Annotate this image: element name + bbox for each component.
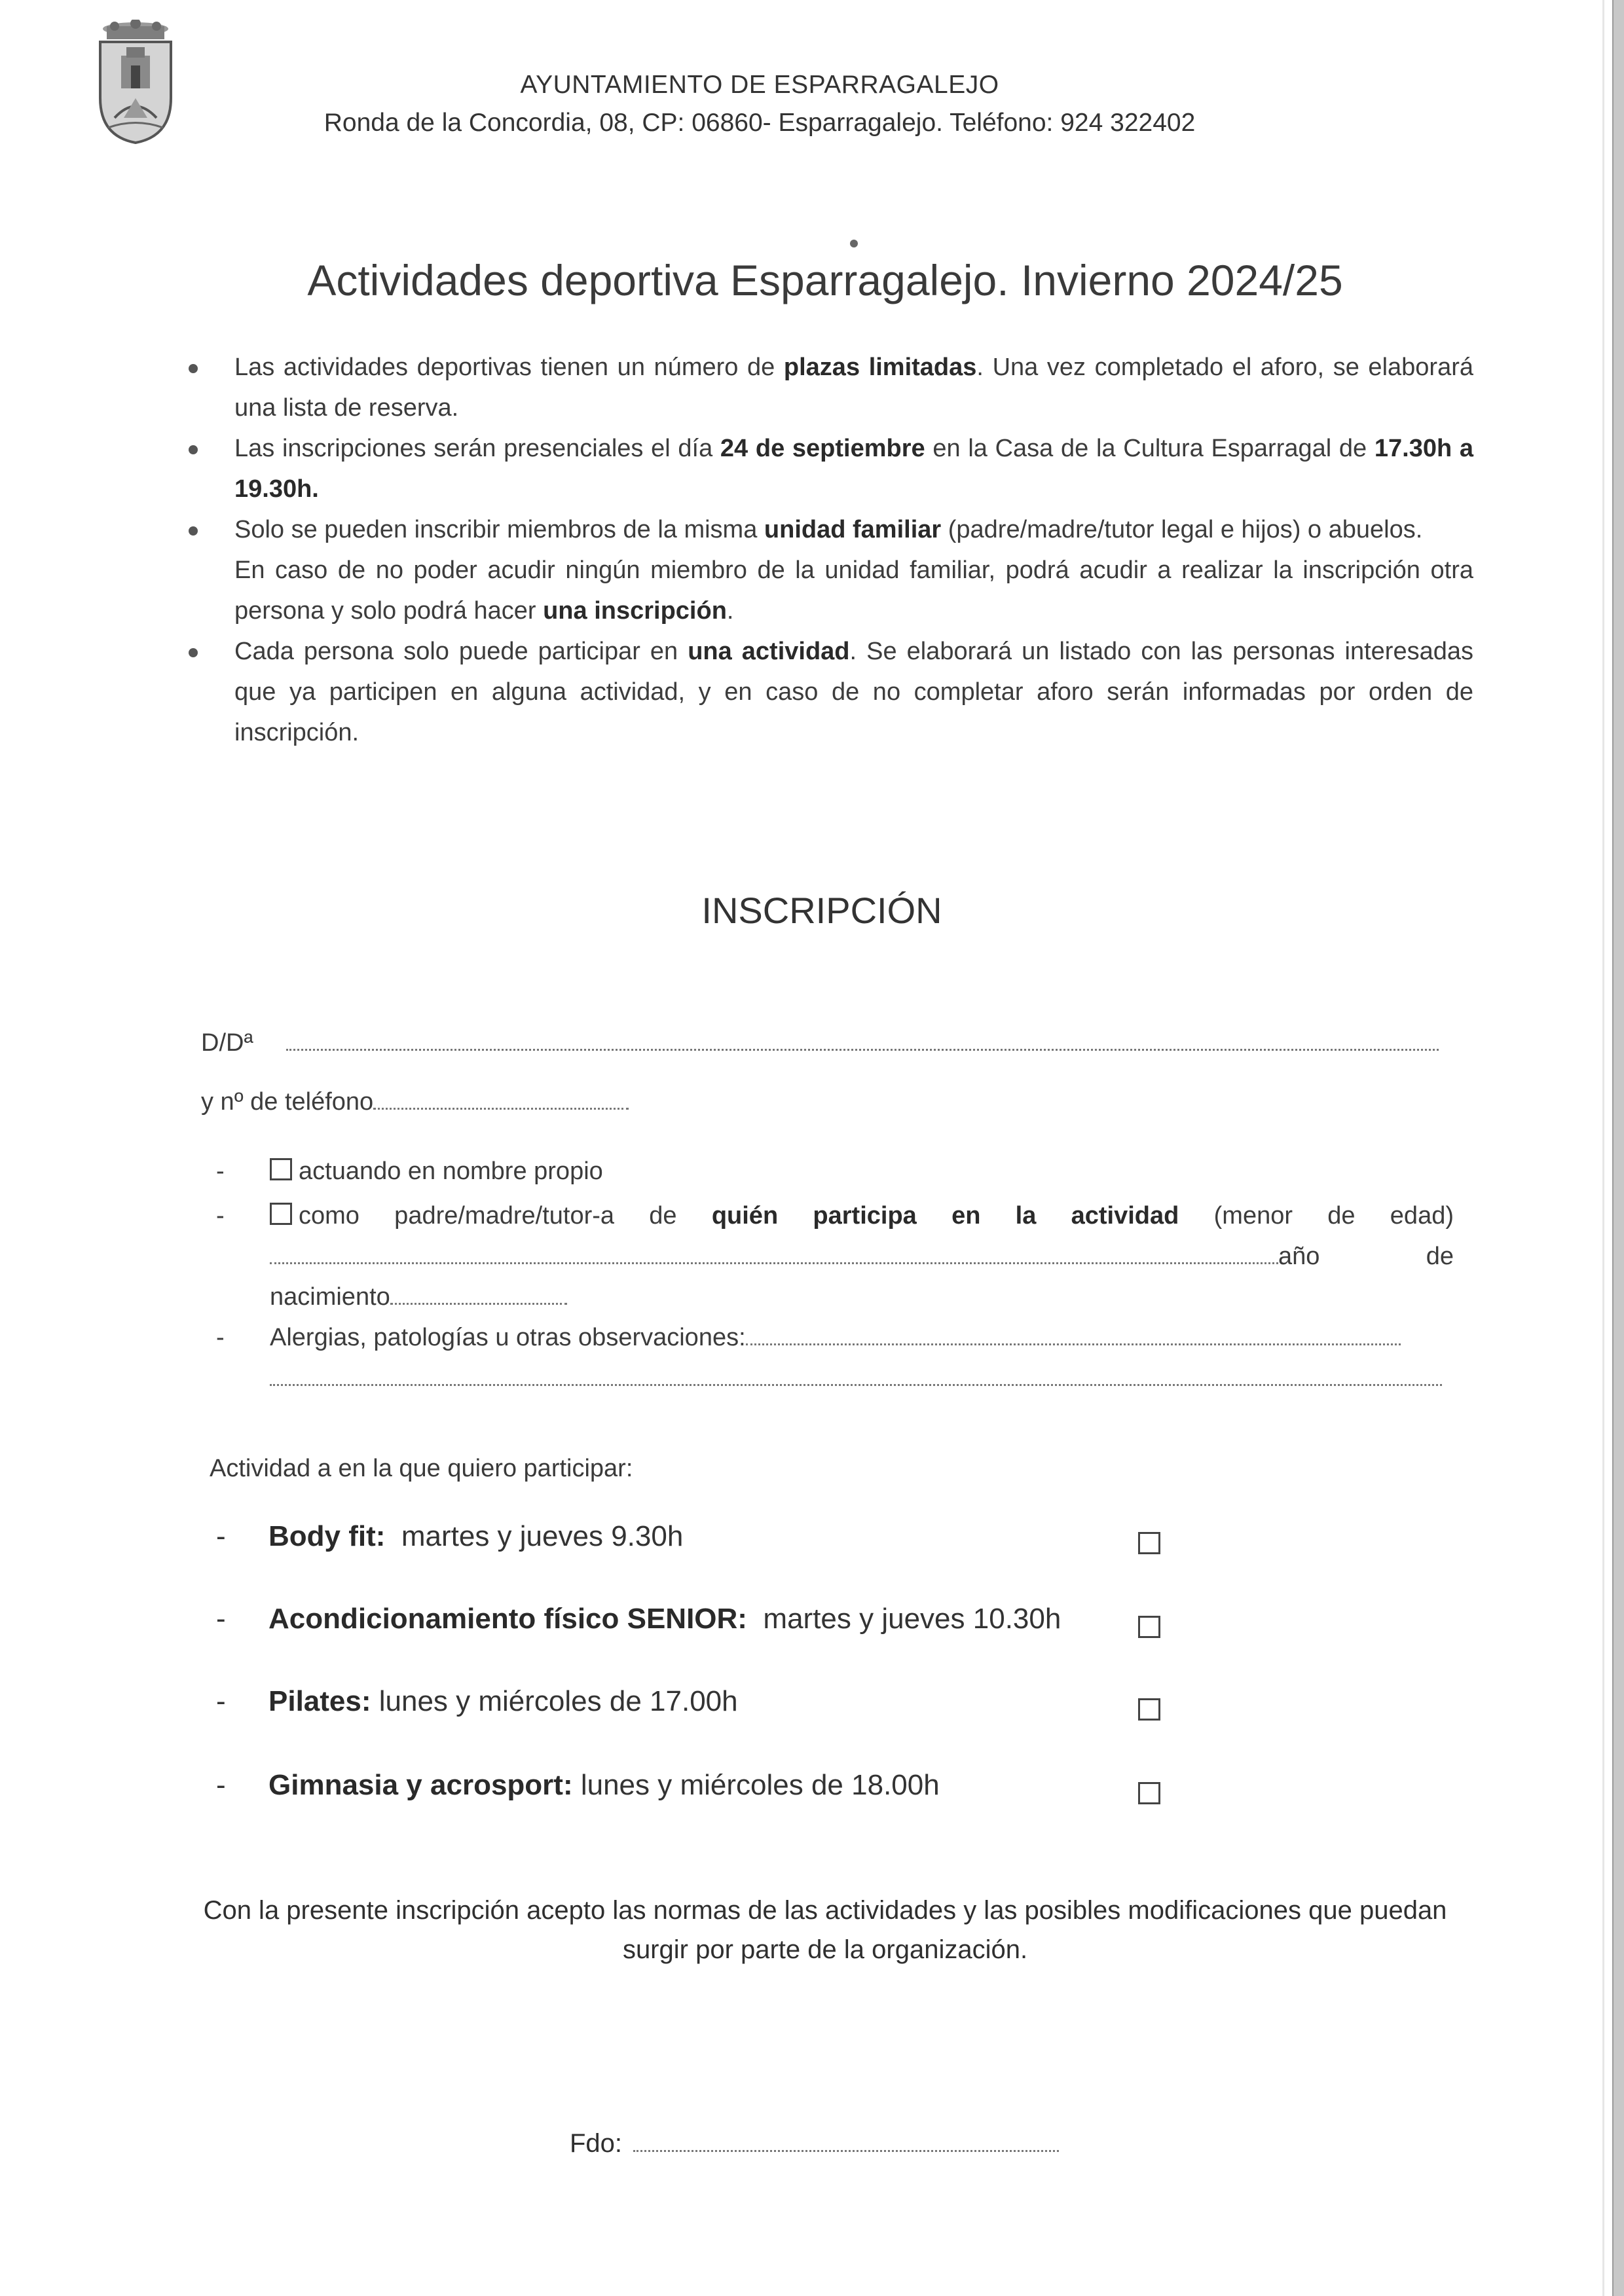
scan-speck bbox=[850, 240, 858, 247]
activity-pilates: - Pilates: lunes y miércoles de 17.00h bbox=[216, 1685, 738, 1717]
allergies-line-1[interactable] bbox=[746, 1326, 1401, 1345]
rule-item-continuation: En caso de no poder acudir ningún miembro de la unidad familiar, podrá acudir a realizar la inscripción otra persona y solo podrá hacer una inscripción. bbox=[234, 556, 1473, 625]
activity-senior-checkbox[interactable] bbox=[1138, 1616, 1160, 1638]
phone-field[interactable] bbox=[201, 1088, 629, 1116]
name-label: D/Dª bbox=[201, 1029, 253, 1057]
signature-label: Fdo: bbox=[570, 2129, 623, 2158]
scan-edge-line bbox=[1602, 0, 1604, 2296]
activity-body-fit: - Body fit: martes y jueves 9.30h bbox=[216, 1520, 684, 1552]
activity-senior: - Acondicionamiento físico SENIOR: martes y jueves 10.30h bbox=[216, 1603, 1061, 1635]
phone-line[interactable] bbox=[373, 1091, 629, 1110]
acceptance-text: Con la presente inscripción acepto las normas de las actividades y las posibles modificaciones que puedan surgir por parte de la organización. bbox=[203, 1896, 1447, 1964]
activity-gymnastics-checkbox[interactable] bbox=[1138, 1782, 1160, 1804]
rule-item: Cada persona solo puede participar en una actividad. Se elaborará un listado con las personas interesadas que ya participen en alguna actividad, y en caso de no completar aforo serán informadas por orden de inscripción. bbox=[177, 631, 1473, 753]
signature-field[interactable] bbox=[570, 2129, 1059, 2159]
option-guardian: - como padre/madre/tutor-a de quién participa en la actividad (menor de edad)año de nacimiento bbox=[216, 1202, 1454, 1311]
guardian-checkbox[interactable] bbox=[270, 1203, 292, 1225]
scan-page-edge bbox=[1612, 0, 1624, 2296]
own-name-checkbox[interactable] bbox=[270, 1158, 292, 1180]
org-address: Ronda de la Concordia, 08, CP: 06860- Esparragalejo. Teléfono: 924 322402 bbox=[323, 109, 1196, 137]
activity-body-fit-checkbox[interactable] bbox=[1138, 1532, 1160, 1554]
rule-item: Solo se pueden inscribir miembros de la misma unidad familiar (padre/madre/tutor legal e hijos) o abuelos. bbox=[177, 509, 1473, 550]
birth-year-line[interactable] bbox=[390, 1286, 567, 1305]
section-title: INSCRIPCIÓN bbox=[701, 890, 942, 931]
coat-of-arms-icon bbox=[95, 20, 177, 144]
option-own-name: - actuando en nombre propio bbox=[216, 1157, 603, 1185]
activity-gymnastics: - Gimnasia y acrosport: lunes y miércoles de 18.00h bbox=[216, 1769, 940, 1801]
phone-label: y nº de teléfono bbox=[201, 1088, 374, 1116]
name-field[interactable] bbox=[201, 1029, 1439, 1057]
signature-line[interactable] bbox=[633, 2133, 1059, 2152]
option-allergies: - Alergias, patologías u otras observaciones: bbox=[216, 1317, 1454, 1398]
activity-pilates-checkbox[interactable] bbox=[1138, 1698, 1160, 1721]
minor-name-line[interactable] bbox=[270, 1245, 1278, 1264]
rules-list bbox=[177, 347, 1473, 753]
name-line[interactable] bbox=[286, 1032, 1439, 1051]
rule-item: Las inscripciones serán presenciales el día 24 de septiembre en la Casa de la Cultura Esparragal de 17.30h a 19.30h. bbox=[177, 428, 1473, 509]
org-name: AYUNTAMIENTO DE ESPARRAGALEJO bbox=[520, 71, 999, 99]
activities-heading: Actividad a en la que quiero participar: bbox=[210, 1455, 633, 1482]
page-title: Actividades deportiva Esparragalejo. Invierno 2024/25 bbox=[307, 256, 1343, 304]
rule-item: Las actividades deportivas tienen un número de plazas limitadas. Una vez completado el aforo, se elaborará una lista de reserva. bbox=[177, 347, 1473, 428]
allergies-line-2[interactable] bbox=[270, 1367, 1442, 1386]
